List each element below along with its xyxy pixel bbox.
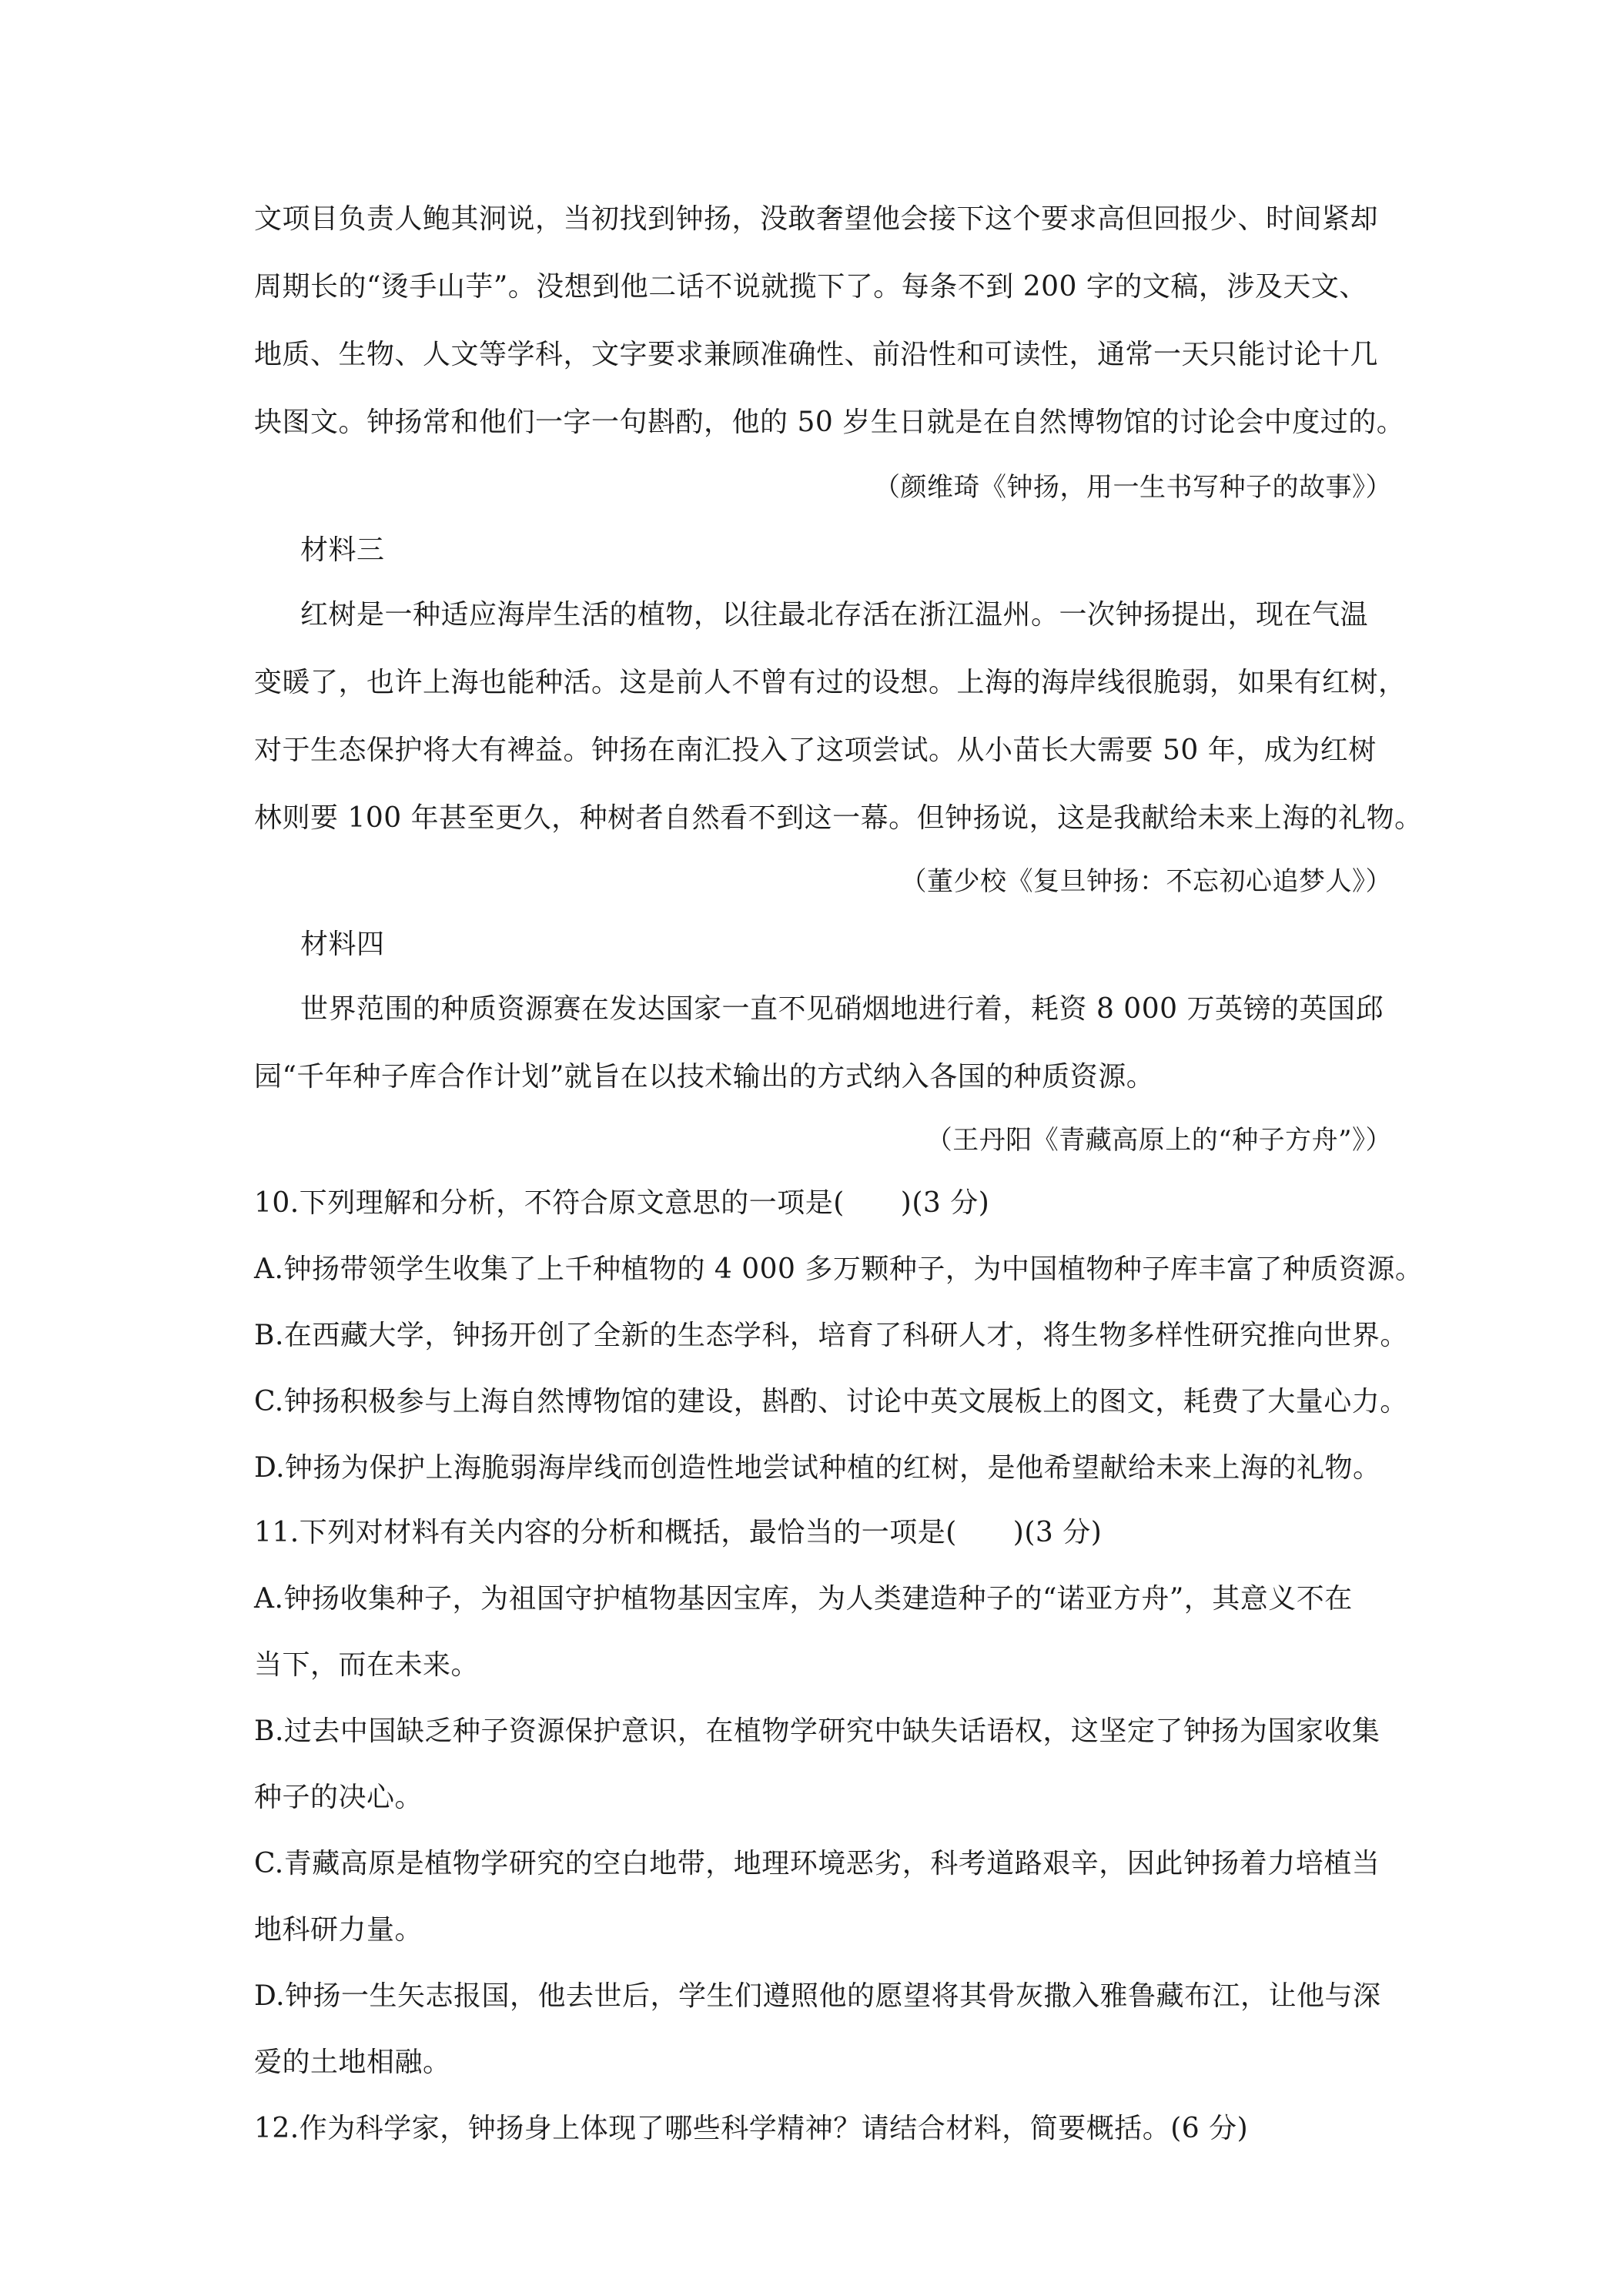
question-11-stem: 11.下列对材料有关内容的分析和概括，最恰当的一项是( )(3 分) (254, 1517, 1103, 1548)
question-11-option-a-cont: 当下，而在未来。 (254, 1649, 480, 1681)
material2-source: （颜维琦《钟扬，用一生书写种子的故事》） (874, 472, 1392, 503)
question-11-option-d: D.钟扬一生矢志报国，他去世后，学生们遵照他的愿望将其骨灰撒入雅鲁藏布江，让他与深 (254, 1980, 1381, 2012)
question-11-option-c-cont: 地科研力量。 (254, 1914, 423, 1946)
material2-line: 周期长的“烫手山芋”。没想到他二话不说就揽下了。每条不到 200 字的文稿，涉及天文、 (254, 271, 1367, 303)
material2-line: 地质、生物、人文等学科，文字要求兼顾准确性、前沿性和可读性，通常一天只能讨论十几 (254, 339, 1379, 370)
question-10-stem: 10.下列理解和分析，不符合原文意思的一项是( )(3 分) (254, 1187, 990, 1219)
material2-line: 文项目负责人鲍其泂说，当初找到钟扬，没敢奢望他会接下这个要求高但回报少、时间紧却 (254, 203, 1379, 235)
material4-line: 园“千年种子库合作计划”就旨在以技术输出的方式纳入各国的种质资源。 (254, 1061, 1155, 1093)
question-10-option-c: C.钟扬积极参与上海自然博物馆的建设，斟酌、讨论中英文展板上的图文，耗费了大量心力。 (254, 1386, 1408, 1417)
material3-source: （董少校《复旦钟扬：不忘初心追梦人》） (900, 866, 1392, 897)
question-11-option-d-cont: 爱的土地相融。 (254, 2047, 451, 2078)
material4-source: （王丹阳《青藏高原上的“种子方舟”》） (925, 1125, 1392, 1156)
material2-line: 块图文。钟扬常和他们一字一句斟酌，他的 50 岁生日就是在自然博物馆的讨论会中度过的。 (254, 407, 1405, 438)
material4-heading: 材料四 (300, 929, 385, 960)
question-12-stem: 12.作为科学家，钟扬身上体现了哪些科学精神？请结合材料，简要概括。(6 分) (254, 2113, 1249, 2144)
material3-heading: 材料三 (300, 534, 385, 566)
question-10-option-b: B.在西藏大学，钟扬开创了全新的生态学科，培育了科研人才，将生物多样性研究推向世界。 (254, 1320, 1408, 1351)
material3-line: 变暖了，也许上海也能种活。这是前人不曾有过的设想。上海的海岸线很脆弱，如果有红树， (254, 667, 1407, 698)
material4-line: 世界范围的种质资源赛在发达国家一直不见硝烟地进行着，耗资 8 000 万英镑的英国邱 (300, 993, 1384, 1025)
material3-line: 对于生态保护将大有裨益。钟扬在南汇投入了这项尝试。从小苗长大需要 50 年，成为红树 (254, 735, 1377, 766)
question-11-option-b: B.过去中国缺乏种子资源保护意识，在植物学研究中缺失话语权，这坚定了钟扬为国家收集 (254, 1715, 1380, 1747)
material3-line: 林则要 100 年甚至更久，种树者自然看不到这一幕。但钟扬说，这是我献给未来上海的礼物。 (254, 802, 1423, 834)
material3-line: 红树是一种适应海岸生活的植物，以往最北存活在浙江温州。一次钟扬提出，现在气温 (300, 599, 1369, 631)
question-10-option-a: A.钟扬带领学生收集了上千种植物的 4 000 多万颗种子，为中国植物种子库丰富了种质资源。 (254, 1253, 1424, 1285)
question-10-option-d: D.钟扬为保护上海脆弱海岸线而创造性地尝试种植的红树，是他希望献给未来上海的礼物。 (254, 1452, 1381, 1484)
question-11-option-c: C.青藏高原是植物学研究的空白地带，地理环境恶劣，科考道路艰辛，因此钟扬着力培植当 (254, 1848, 1380, 1879)
question-11-option-b-cont: 种子的决心。 (254, 1782, 423, 1813)
question-11-option-a: A.钟扬收集种子，为祖国守护植物基因宝库，为人类建造种子的“诺亚方舟”，其意义不在 (254, 1583, 1353, 1615)
